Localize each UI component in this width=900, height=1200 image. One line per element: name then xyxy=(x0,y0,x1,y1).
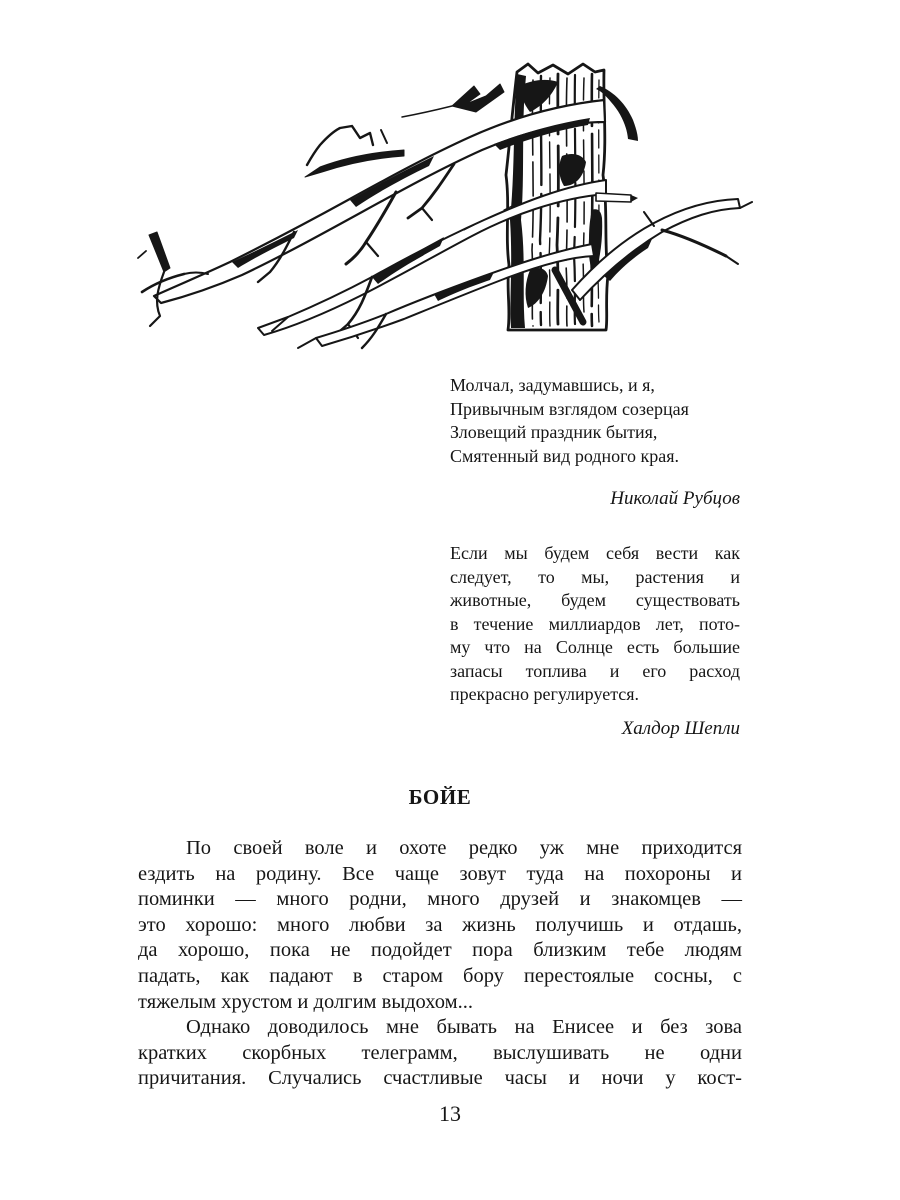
paragraph-1: По своей воле и охоте редко уж мне приходится ездить на родину. Все чаще зовут туда на похороны и поминки — много родни, много друзей и знакомцев — это хорошо: много любви за жизнь получишь и отдашь, да хорошо, пока не подойдет пора близким тебе людям падать, как падают в старом бору перестоялые сосны, с тяжелым хрустом и долгим выдохом... xyxy=(138,837,742,1013)
dead-tree-illustration xyxy=(134,60,774,350)
paragraph-2: Однако доводилось мне бывать на Енисее и без зова кратких скорбных телеграмм, выслушивать не одни причитания. Случались счастливые часы и ночи у кост- xyxy=(138,1016,742,1090)
hook-twig xyxy=(305,126,404,177)
prose-author: Халдор Шепли xyxy=(621,717,740,739)
body-text xyxy=(138,836,742,1092)
top-snag xyxy=(402,84,504,117)
poem-epigraph: Молчал, задумавшись, и я, Привычным взглядом созерцая Зловещий праздник бытия, Смятенный вид родного края. xyxy=(450,375,689,466)
epigraph-block xyxy=(450,374,740,741)
chapter-title: БОЙЕ xyxy=(408,785,472,809)
page-number: 13 xyxy=(439,1101,461,1126)
poem-author: Николай Рубцов xyxy=(610,488,740,509)
right-stub xyxy=(596,193,638,202)
prose-epigraph: Если мы будем себя вести как следует, то мы, растения и животные, будем существовать в течение миллиардов лет, пото- му что на Солнце есть большие запасы топлива и его расход прекрасно регулируется. xyxy=(450,543,740,704)
